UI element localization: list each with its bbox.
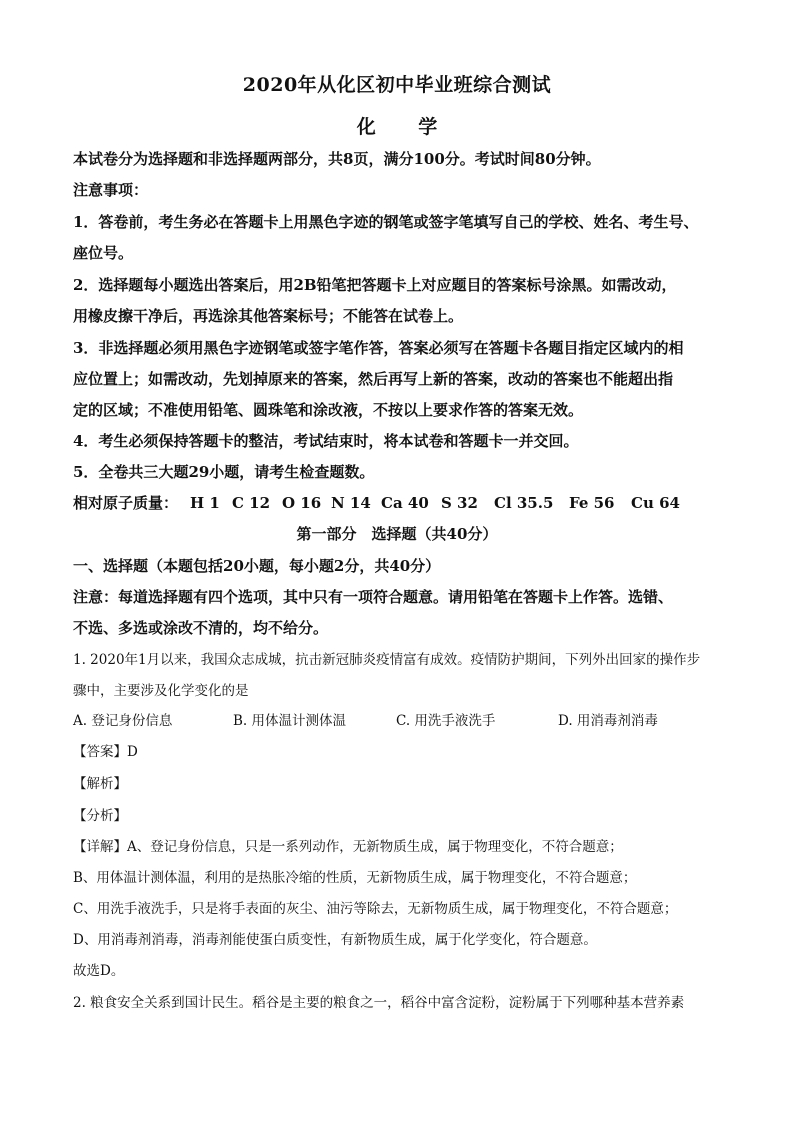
- atomic-mass: Cu 64: [631, 494, 680, 512]
- note-line: 2．选择题每小题选出答案后，用2B铅笔把答题卡上对应题目的答案标号涂黑。如需改动，: [73, 276, 677, 294]
- note-line: 用橡皮擦干净后，再选涂其他答案标号；不能答在试卷上。: [73, 307, 464, 325]
- option-c: C. 用洗手液洗手: [396, 713, 496, 729]
- detail-line: 【详解】A、登记身份信息，只是一系列动作，无新物质生成，属于物理变化，不符合题意；: [73, 839, 623, 855]
- detail-line: C、用洗手液洗手，只是将手表面的灰尘、油污等除去，无新物质生成，属于物理变化，不符合题意；: [73, 901, 678, 917]
- option-d: D. 用消毒剂消毒: [558, 713, 658, 729]
- section1-title: 一、选择题（本题包括20小题，每小题2分，共40分）: [73, 557, 441, 575]
- atomic-mass: S 32: [441, 494, 478, 512]
- note-line: 1．答卷前，考生务必在答题卡上用黑色字迹的钢笔或签字笔填写自己的学校、姓名、考生号、: [73, 213, 699, 231]
- atomic-mass-label: 相对原子质量：: [73, 494, 179, 512]
- option-b: B. 用体温计测体温: [233, 713, 347, 729]
- atomic-mass: O 16: [282, 494, 322, 512]
- analysis-label: 【解析】: [73, 776, 127, 792]
- note-line: 定的区域；不准使用铅笔、圆珠笔和涂改液，不按以上要求作答的答案无效。: [73, 401, 584, 419]
- atomic-mass: C 12: [232, 494, 271, 512]
- answer-label: 【答案】D: [73, 744, 138, 760]
- fenxi-label: 【分析】: [73, 808, 127, 824]
- note-line: 应位置上；如需改动，先划掉原来的答案，然后再写上新的答案，改动的答案也不能超出指: [73, 370, 674, 388]
- detail-line: B、用体温计测体温，利用的是热胀冷缩的性质，无新物质生成，属于物理变化，不符合题意；: [73, 870, 637, 886]
- atomic-mass: N 14: [331, 494, 371, 512]
- note-line: 3．非选择题必须用黑色字迹钢笔或签字笔作答，答案必须写在答题卡各题目指定区域内的相: [73, 339, 684, 357]
- notes-heading: 注意事项：: [73, 181, 149, 199]
- question-1-stem: 1. 2020年1月以来，我国众志成城，抗击新冠肺炎疫情富有成效。疫情防护期间，下列外出回家的操作步: [73, 652, 701, 668]
- note-line: 座位号。: [73, 244, 134, 262]
- note-line: 4．考生必须保持答题卡的整洁，考试结束时，将本试卷和答题卡一并交回。: [73, 432, 579, 450]
- atomic-mass: Cl 35.5: [494, 494, 554, 512]
- question-1-stem: 骤中，主要涉及化学变化的是: [73, 683, 249, 699]
- part1-title: 第一部分 选择题（共40分）: [296, 525, 498, 543]
- atomic-masses: [73, 493, 733, 513]
- note-line: 5．全卷共三大题29小题，请考生检查题数。: [73, 463, 375, 481]
- subject-title: 化 学: [356, 116, 456, 138]
- atomic-mass: Ca 40: [381, 494, 429, 512]
- atomic-mass: H 1: [190, 494, 220, 512]
- detail-line: 故选D。: [73, 963, 125, 979]
- question-1-options: [73, 711, 733, 731]
- question-2-stem: 2. 粮食安全关系到国计民生。稻谷是主要的粮食之一，稻谷中富含淀粉，淀粉属于下列哪种基本营养素: [73, 995, 685, 1011]
- atomic-mass: Fe 56: [569, 494, 615, 512]
- section1-note: 不选、多选或涂改不清的，均不给分。: [73, 619, 329, 637]
- option-a: A. 登记身份信息: [73, 713, 173, 729]
- exam-intro: 本试卷分为选择题和非选择题两部分，共8页，满分100分。考试时间80分钟。: [73, 150, 601, 168]
- section1-note: 注意：每道选择题有四个选项，其中只有一项符合题意。请用铅笔在答题卡上作答。选错、: [73, 588, 674, 606]
- detail-line: D、用消毒剂消毒，消毒剂能使蛋白质变性，有新物质生成，属于化学变化，符合题意。: [73, 932, 597, 948]
- exam-title: 2020年从化区初中毕业班综合测试: [242, 74, 552, 96]
